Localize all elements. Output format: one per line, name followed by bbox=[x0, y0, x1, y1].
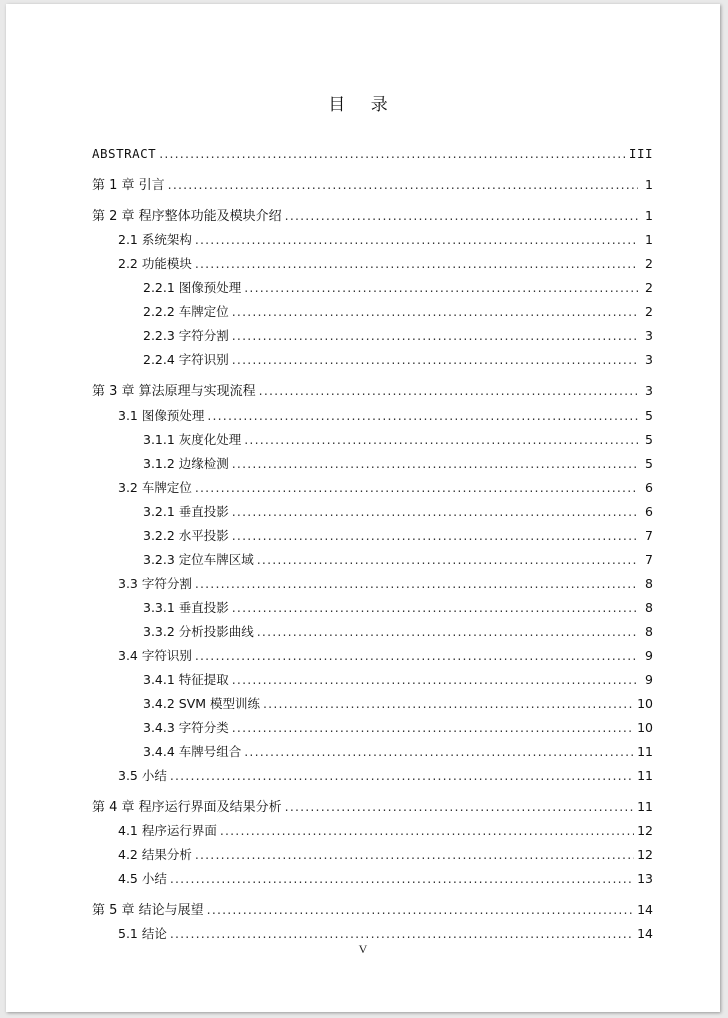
toc-entry-3-4-1[interactable] bbox=[143, 670, 653, 690]
dot-leader bbox=[232, 350, 638, 370]
toc-entry-label: 3.2.3 定位车牌区域 bbox=[143, 552, 254, 567]
dot-leader bbox=[195, 254, 638, 274]
toc-entry-label: 3.2.1 垂直投影 bbox=[143, 504, 229, 519]
toc-entry-label: 2.2.4 字符识别 bbox=[143, 352, 229, 367]
toc-entry-label: 3.3.2 分析投影曲线 bbox=[143, 624, 254, 639]
dot-leader bbox=[220, 821, 634, 841]
dot-leader bbox=[232, 302, 638, 322]
toc-entry-2-2[interactable] bbox=[118, 254, 653, 274]
toc-entry-label: 3.5 小结 bbox=[118, 768, 167, 783]
toc-entry-3-3[interactable] bbox=[118, 574, 653, 594]
toc-entry-3-4-2[interactable] bbox=[143, 694, 653, 714]
toc-entry-3-5[interactable] bbox=[118, 766, 653, 786]
toc-entry-chapter-3[interactable] bbox=[92, 381, 653, 401]
toc-entry-label: 2.2.1 图像预处理 bbox=[143, 280, 242, 295]
toc-entry-2-2-2[interactable] bbox=[143, 302, 653, 322]
toc-entry-page: 14 bbox=[637, 902, 653, 917]
dot-leader bbox=[195, 574, 638, 594]
toc-entry-page: 12 bbox=[637, 847, 653, 862]
dot-leader bbox=[207, 900, 634, 920]
dot-leader bbox=[257, 550, 638, 570]
toc-entry-page: 8 bbox=[645, 624, 653, 639]
dot-leader bbox=[207, 406, 638, 426]
toc-entry-page: 14 bbox=[637, 926, 653, 941]
toc-entry-page: 5 bbox=[645, 432, 653, 447]
toc-entry-label: 5.1 结论 bbox=[118, 926, 167, 941]
dot-leader bbox=[285, 206, 638, 226]
dot-leader bbox=[259, 381, 638, 401]
dot-leader bbox=[159, 144, 626, 164]
dot-leader bbox=[195, 646, 638, 666]
toc-entry-label: 第 4 章 程序运行界面及结果分析 bbox=[92, 800, 282, 815]
toc-entry-label: 3.2.2 水平投影 bbox=[143, 528, 229, 543]
toc-entry-3-1-1[interactable] bbox=[143, 430, 653, 450]
toc-entry-label: 2.2.2 车牌定位 bbox=[143, 304, 229, 319]
toc-entry-page: 12 bbox=[637, 823, 653, 838]
toc-entry-3-4-4[interactable] bbox=[143, 742, 653, 762]
toc-title: 目 录 bbox=[328, 95, 398, 115]
toc-entry-label: 4.2 结果分析 bbox=[118, 847, 192, 862]
dot-leader bbox=[232, 526, 638, 546]
toc-entry-label: 第 5 章 结论与展望 bbox=[92, 903, 204, 918]
toc-entry-page: 11 bbox=[637, 768, 653, 783]
toc-entry-4-5[interactable] bbox=[118, 869, 653, 889]
toc-entry-page: 5 bbox=[645, 408, 653, 423]
dot-leader bbox=[195, 845, 634, 865]
toc-entry-page: 5 bbox=[645, 456, 653, 471]
toc-entry-page: 6 bbox=[645, 480, 653, 495]
toc-entry-page: 1 bbox=[645, 208, 653, 223]
dot-leader bbox=[195, 478, 638, 498]
dot-leader bbox=[244, 742, 634, 762]
toc-entry-page: 2 bbox=[645, 280, 653, 295]
dot-leader bbox=[170, 766, 634, 786]
toc-entry-abstract[interactable] bbox=[92, 144, 653, 164]
toc-entry-label: 第 2 章 程序整体功能及模块介绍 bbox=[92, 209, 282, 224]
dot-leader bbox=[170, 924, 634, 944]
toc-entry-page: 10 bbox=[637, 720, 653, 735]
toc-entry-label: 第 1 章 引言 bbox=[92, 178, 165, 193]
toc-entry-5-1[interactable] bbox=[118, 924, 653, 944]
toc-entry-page: 3 bbox=[645, 352, 653, 367]
toc-entry-3-2-2[interactable] bbox=[143, 526, 653, 546]
dot-leader bbox=[232, 326, 638, 346]
toc-entry-page: 9 bbox=[645, 672, 653, 687]
toc-entry-chapter-5[interactable] bbox=[92, 900, 653, 920]
toc-entry-label: 2.2.3 字符分割 bbox=[143, 328, 229, 343]
toc-entry-page: 1 bbox=[645, 232, 653, 247]
dot-leader bbox=[195, 230, 638, 250]
page-number: V bbox=[358, 942, 368, 956]
toc-entry-label: 4.1 程序运行界面 bbox=[118, 823, 217, 838]
toc-entry-2-2-4[interactable] bbox=[143, 350, 653, 370]
toc-entry-2-2-3[interactable] bbox=[143, 326, 653, 346]
toc-entry-label: 3.1.2 边缘检测 bbox=[143, 456, 229, 471]
toc-entry-page: 7 bbox=[645, 552, 653, 567]
toc-entry-3-1[interactable] bbox=[118, 406, 653, 426]
toc-entry-label: 3.4.3 字符分类 bbox=[143, 720, 229, 735]
toc-entry-label: 3.2 车牌定位 bbox=[118, 480, 192, 495]
toc-entry-page: 11 bbox=[637, 799, 653, 814]
toc-entry-page: 9 bbox=[645, 648, 653, 663]
toc-entry-3-3-2[interactable] bbox=[143, 622, 653, 642]
dot-leader bbox=[232, 598, 638, 618]
toc-entry-label: 2.2 功能模块 bbox=[118, 256, 192, 271]
toc-entry-page: 3 bbox=[645, 328, 653, 343]
toc-entry-label: 3.3.1 垂直投影 bbox=[143, 600, 229, 615]
toc-entry-label: 3.4.2 SVM 模型训练 bbox=[143, 696, 261, 711]
toc-entry-label: 第 3 章 算法原理与实现流程 bbox=[92, 384, 256, 399]
toc-entry-page: 13 bbox=[637, 871, 653, 886]
toc-entry-3-3-1[interactable] bbox=[143, 598, 653, 618]
toc-entry-label: 3.4.1 特征提取 bbox=[143, 672, 229, 687]
toc-entry-label: 3.3 字符分割 bbox=[118, 576, 192, 591]
toc-entry-3-2[interactable] bbox=[118, 478, 653, 498]
document-page bbox=[6, 4, 720, 1012]
toc-entry-page: 2 bbox=[645, 256, 653, 271]
toc-entry-3-1-2[interactable] bbox=[143, 454, 653, 474]
toc-entry-3-2-3[interactable] bbox=[143, 550, 653, 570]
toc-entry-page: 6 bbox=[645, 504, 653, 519]
dot-leader bbox=[244, 278, 638, 298]
dot-leader bbox=[232, 502, 638, 522]
toc-entry-page: 10 bbox=[637, 696, 653, 711]
toc-entry-page: 8 bbox=[645, 576, 653, 591]
toc-entry-4-1[interactable] bbox=[118, 821, 653, 841]
dot-leader bbox=[170, 869, 634, 889]
toc-entry-label: 3.4 字符识别 bbox=[118, 648, 192, 663]
toc-entry-page: 3 bbox=[645, 383, 653, 398]
toc-entry-2-2-1[interactable] bbox=[143, 278, 653, 298]
toc-entry-3-4-3[interactable] bbox=[143, 718, 653, 738]
dot-leader bbox=[232, 670, 638, 690]
toc-entry-label: 3.1.1 灰度化处理 bbox=[143, 432, 242, 447]
dot-leader bbox=[244, 430, 638, 450]
dot-leader bbox=[232, 718, 634, 738]
toc-entry-label: ABSTRACT bbox=[92, 146, 157, 161]
dot-leader bbox=[263, 694, 634, 714]
toc-entry-chapter-1[interactable] bbox=[92, 175, 653, 195]
toc-entry-chapter-2[interactable] bbox=[92, 206, 653, 226]
toc-entry-page: 2 bbox=[645, 304, 653, 319]
toc-entry-3-2-1[interactable] bbox=[143, 502, 653, 522]
toc-entry-3-4[interactable] bbox=[118, 646, 653, 666]
toc-entry-page: 7 bbox=[645, 528, 653, 543]
toc-entry-label: 3.4.4 车牌号组合 bbox=[143, 744, 242, 759]
toc-entry-chapter-4[interactable] bbox=[92, 797, 653, 817]
toc-entry-label: 3.1 图像预处理 bbox=[118, 408, 205, 423]
toc-entry-page: III bbox=[628, 146, 653, 161]
toc-entry-page: 11 bbox=[637, 744, 653, 759]
toc-entry-page: 8 bbox=[645, 600, 653, 615]
dot-leader bbox=[257, 622, 638, 642]
toc-entry-2-1[interactable] bbox=[118, 230, 653, 250]
toc-entry-page: 1 bbox=[645, 177, 653, 192]
toc-entry-label: 2.1 系统架构 bbox=[118, 232, 192, 247]
dot-leader bbox=[168, 175, 638, 195]
dot-leader bbox=[285, 797, 634, 817]
dot-leader bbox=[232, 454, 638, 474]
toc-entry-label: 4.5 小结 bbox=[118, 871, 167, 886]
toc-entry-4-2[interactable] bbox=[118, 845, 653, 865]
